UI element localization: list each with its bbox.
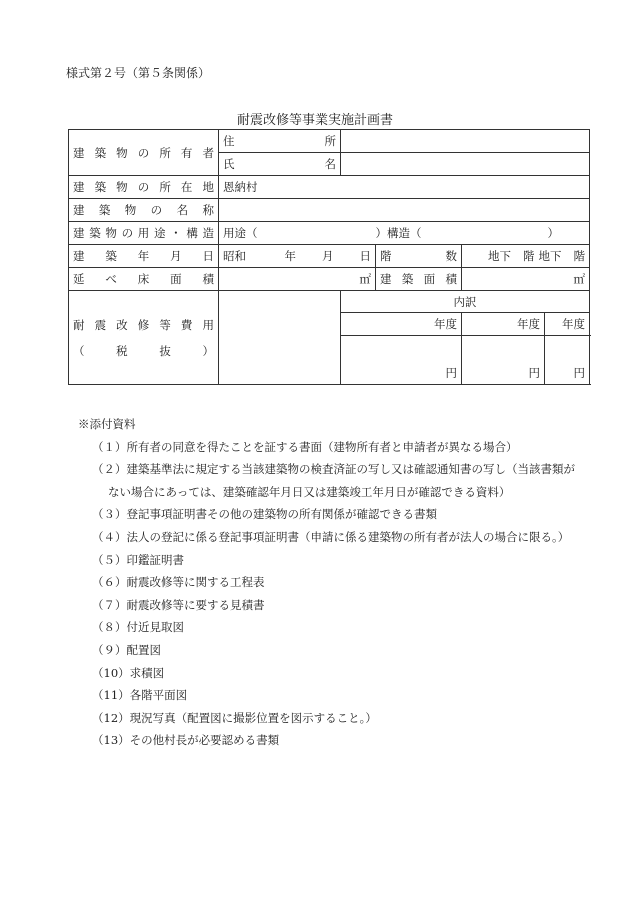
building-name-label-char: 称 — [202, 203, 214, 217]
attachment-item: （８）付近見取図 — [92, 620, 184, 635]
amount-cell-2[interactable] — [462, 336, 545, 385]
location-label-cell — [69, 176, 219, 199]
owner-label-char: 築 — [94, 145, 107, 160]
building-name-label-char: の — [150, 203, 163, 217]
location-label-char: 建 — [73, 180, 85, 194]
building-name-label-char: 名 — [176, 203, 189, 217]
attachment-item: （６）耐震改修等に関する工程表 — [92, 575, 265, 590]
attachment-item: （４）法人の登記に係る登記事項証明書（申請に係る建築物の所有者が法人の場合に限る。） — [92, 529, 570, 544]
building-area-label-cell — [376, 268, 462, 291]
location-label-char: 地 — [202, 180, 214, 194]
breakdown-header — [341, 291, 590, 313]
name-label-cell — [219, 153, 341, 176]
address-label-2: 所 — [324, 134, 336, 148]
use-structure-label-char: 物 — [105, 226, 117, 240]
location-field[interactable] — [219, 176, 590, 199]
attachment-item: （９）配置図 — [92, 642, 161, 657]
building-name-row — [69, 199, 590, 222]
fiscal-year-label-2: 年度 — [517, 317, 540, 331]
breakdown-label: 内訳 — [453, 294, 477, 309]
fiscal-year-cell-1[interactable] — [341, 313, 462, 336]
cost-label-char: 耐 — [73, 317, 85, 332]
area-row — [69, 268, 590, 291]
building-area-field[interactable] — [462, 268, 590, 291]
attachment-item: （５）印鑑証明書 — [92, 552, 184, 567]
location-label-char: 物 — [116, 180, 128, 194]
attachment-item-continuation: ない場合にあっては、建築確認年月日又は建築竣工年月日が確認できる資料） — [108, 484, 511, 499]
floor-area-label-cell — [69, 268, 219, 291]
use-structure-label-char: 建 — [73, 226, 85, 240]
name-label-2: 名 — [324, 157, 336, 171]
construction-label-cell — [69, 245, 219, 268]
construction-label-char: 月 — [170, 249, 182, 263]
use-structure-label-char: 用 — [137, 226, 150, 240]
use-structure-row — [69, 222, 590, 245]
use-structure-label-char: ・ — [170, 226, 182, 240]
floor-unit-label: 階 — [523, 249, 535, 263]
location-row — [69, 176, 590, 199]
cost-label — [73, 317, 214, 333]
floors-field[interactable] — [462, 245, 590, 268]
era-label: 昭和 — [223, 249, 246, 263]
floor-area-field[interactable] — [219, 268, 376, 291]
month-label: 月 — [322, 249, 334, 263]
floor-area-label-char: 床 — [137, 272, 150, 286]
location-label-char: 所 — [159, 180, 171, 194]
location-label — [73, 179, 214, 195]
owner-address-row — [69, 130, 590, 153]
location-label-char: の — [137, 180, 150, 194]
use-structure-label-char: 構 — [186, 226, 198, 240]
cost-label-cell — [69, 291, 219, 385]
address-field[interactable] — [341, 130, 590, 153]
cost-label-char: 費 — [180, 317, 193, 332]
building-name-label-char: 建 — [73, 203, 85, 217]
attachment-item: （13）その他村長が必要認める書類 — [92, 733, 280, 748]
yen-label-3: 円 — [573, 366, 586, 380]
building-name-label-char: 築 — [98, 203, 111, 217]
attachment-item: （１）所有者の同意を得たことを証する書面（建物所有者と申請者が異なる場合） — [92, 439, 518, 454]
owner-label-char: 者 — [202, 145, 214, 160]
attachment-item: （３）登記事項証明書その他の建築物の所有関係が確認できる書類 — [92, 507, 437, 522]
construction-label-char: 年 — [137, 249, 150, 263]
building-area-label-char: 建 — [380, 272, 392, 286]
amount-cell-3[interactable] — [545, 336, 590, 385]
yen-label-1: 円 — [445, 366, 457, 380]
attachments-section — [78, 413, 575, 752]
building-name-label-char: 物 — [124, 203, 137, 217]
floors-count-label: 数 — [445, 249, 457, 263]
fiscal-year-cell-2[interactable] — [462, 313, 545, 336]
use-structure-label-cell — [69, 222, 219, 245]
location-label-char: 在 — [180, 180, 193, 194]
cost-sub-open: （ — [73, 343, 85, 358]
building-area-label-char: 築 — [401, 272, 414, 286]
address-label-cell — [219, 130, 341, 153]
day-label: 日 — [359, 249, 371, 263]
location-label-char: 築 — [94, 180, 107, 194]
use-structure-label-char: 築 — [89, 226, 101, 240]
use-structure-label-char: 途 — [153, 226, 166, 240]
fiscal-year-label-3: 年度 — [562, 317, 586, 331]
yen-label-2: 円 — [528, 366, 540, 380]
floor-area-label — [73, 271, 214, 287]
attachment-item: （10）求積図 — [92, 665, 165, 680]
attachments-header: ※添付資料 — [78, 417, 136, 431]
cost-label-char: 震 — [94, 317, 107, 332]
cost-sub-excl: 抜 — [159, 343, 171, 358]
construction-date-field[interactable] — [219, 245, 376, 268]
attachment-item: （２）建築基準法に規定する当該建築物の検査済証の写し又は確認通知書の写し（当該書類が — [92, 462, 575, 477]
owner-label-cell — [69, 130, 219, 176]
construction-label-char: 築 — [105, 249, 117, 263]
floors-label-cell — [376, 245, 462, 268]
construction-label-char: 建 — [73, 249, 85, 263]
address-label-1: 住 — [223, 134, 235, 148]
use-structure-label-char: 造 — [202, 226, 214, 240]
floor-area-label-char: 延 — [73, 272, 85, 286]
owner-label — [73, 145, 214, 161]
owner-label-char: 有 — [180, 145, 193, 160]
structure-close: ） — [547, 226, 560, 240]
name-field[interactable] — [341, 153, 590, 176]
location-value: 恩納村 — [223, 180, 258, 194]
cost-sub-tax: 税 — [116, 343, 128, 358]
document-title: 耐震改修等事業実施計画書 — [236, 113, 393, 128]
above-ground-label: 地下 — [488, 249, 512, 263]
floor-area-label-char: 面 — [170, 272, 182, 286]
owner-label-char: 建 — [73, 145, 85, 160]
floor-unit-label-2: 階 — [573, 249, 586, 263]
use-structure-label — [73, 225, 214, 241]
owner-label-char: 物 — [116, 145, 128, 160]
construction-label-char: 日 — [202, 249, 214, 263]
construction-label — [73, 248, 214, 264]
cost-label-char: 修 — [137, 317, 150, 332]
cost-label-char: 用 — [202, 317, 214, 332]
attachments-list — [78, 436, 575, 752]
floor-area-unit: ㎡ — [359, 272, 371, 286]
fiscal-year-cell-3[interactable] — [545, 313, 590, 336]
cost-sub-close: ） — [202, 343, 214, 358]
form-number: 様式第２号（第５条関係） — [66, 66, 211, 80]
use-structure-label-char: の — [121, 226, 134, 240]
building-area-unit: ㎡ — [573, 272, 586, 286]
floor-area-label-char: 積 — [202, 272, 214, 286]
floor-area-label-char: べ — [105, 272, 117, 286]
building-area-label — [380, 271, 457, 287]
building-name-field[interactable] — [219, 199, 590, 222]
attachment-item: （12）現況写真（配置図に撮影位置を図示すること。） — [92, 710, 377, 725]
owner-label-char: 所 — [159, 145, 171, 160]
use-structure-field[interactable] — [219, 222, 590, 245]
attachment-item: （11）各階平面図 — [92, 688, 188, 703]
plan-form-table — [68, 129, 590, 385]
fiscal-year-label-1: 年度 — [434, 317, 457, 331]
cost-label-char: 等 — [159, 317, 171, 332]
cost-breakdown-row — [69, 291, 590, 313]
building-area-label-char: 積 — [445, 272, 457, 286]
building-name-label — [73, 202, 214, 218]
floors-label: 階 — [380, 249, 392, 263]
attachment-item: （７）耐震改修等に要する見積書 — [92, 597, 265, 612]
building-name-label-cell — [69, 199, 219, 222]
owner-label-char: の — [137, 145, 150, 160]
amount-cell-1[interactable] — [341, 336, 462, 385]
cost-label-char: 改 — [116, 317, 128, 332]
cost-sublabel — [73, 343, 214, 359]
construction-row — [69, 245, 590, 268]
cost-total-field[interactable] — [219, 291, 341, 385]
building-area-label-char: 面 — [423, 272, 436, 286]
use-prefix: 用途（ — [223, 226, 258, 240]
underground-label: 地下 — [538, 249, 562, 263]
year-label: 年 — [284, 249, 296, 263]
structure-prefix: ）構造（ — [375, 226, 422, 240]
name-label-1: 氏 — [223, 157, 235, 171]
